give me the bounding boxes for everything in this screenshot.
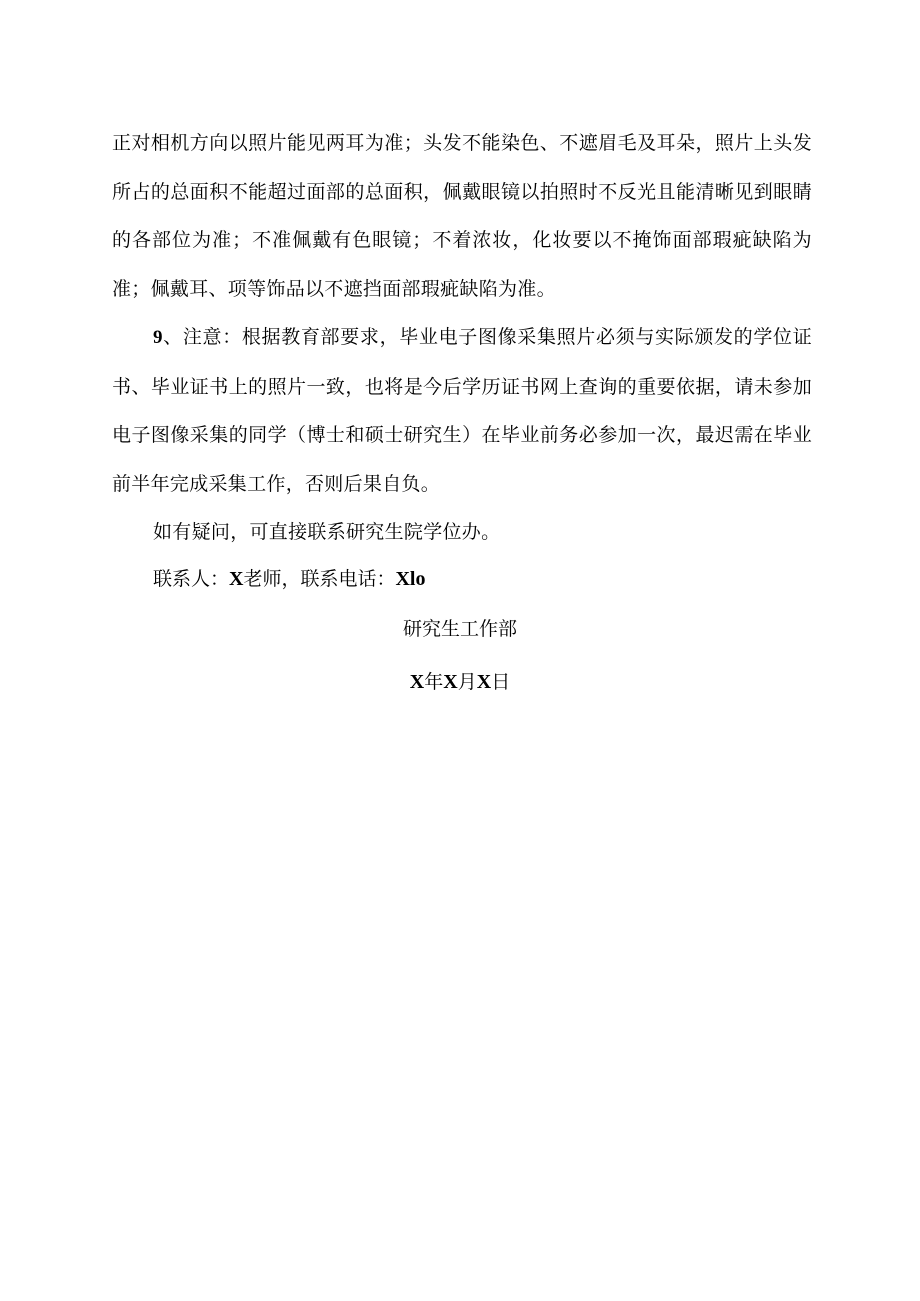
date-year: X xyxy=(409,671,425,693)
contact-person: X xyxy=(229,568,244,590)
department-name: 研究生工作部 xyxy=(402,618,517,640)
paragraph-inquiry xyxy=(112,508,812,557)
signature-date xyxy=(0,667,920,697)
date-day: X xyxy=(476,671,492,693)
paragraph-item-9-notice xyxy=(112,313,812,508)
date-month: X xyxy=(443,671,458,693)
main-text-block xyxy=(112,119,812,557)
day-char: 日 xyxy=(491,671,511,693)
signature-department xyxy=(0,614,920,644)
photo-requirements-text: 正对相机方向以照片能见两耳为准；头发不能染色、不遮眉毛及耳朵，照片上头发所占的总面积不能超过面部的总面积，佩戴眼镜以拍照时不反光且能清晰见到眼睛的各部位为准；不准佩戴有色眼镜；不着浓妆，化妆要以不掩饰面部瑕疵缺陷为准；佩戴耳、项等饰品以不遮挡面部瑕疵缺陷为准。 xyxy=(112,132,812,300)
item-9-text: 、注意：根据教育部要求，毕业电子图像采集照片必须与实际颁发的学位证书、毕业证书上的照片一致，也将是今后学历证书网上查询的重要依据，请未参加电子图像采集的同学（博士和硕士研究生）在毕业前务必参加一次，最迟需在毕业前半年完成采集工作，否则后果自负。 xyxy=(112,326,812,495)
year-char: 年 xyxy=(424,671,444,693)
month-char: 月 xyxy=(457,671,477,693)
contact-phone: Xlo xyxy=(395,568,426,590)
contact-label: 联系人： xyxy=(153,568,230,590)
inquiry-text: 如有疑问，可直接联系研究生院学位办。 xyxy=(153,521,501,543)
paragraph-photo-requirements xyxy=(112,119,812,313)
item-9-number: 9 xyxy=(153,327,163,348)
contact-title-phone-label: 老师，联系电话： xyxy=(243,568,396,590)
contact-line xyxy=(153,564,425,594)
